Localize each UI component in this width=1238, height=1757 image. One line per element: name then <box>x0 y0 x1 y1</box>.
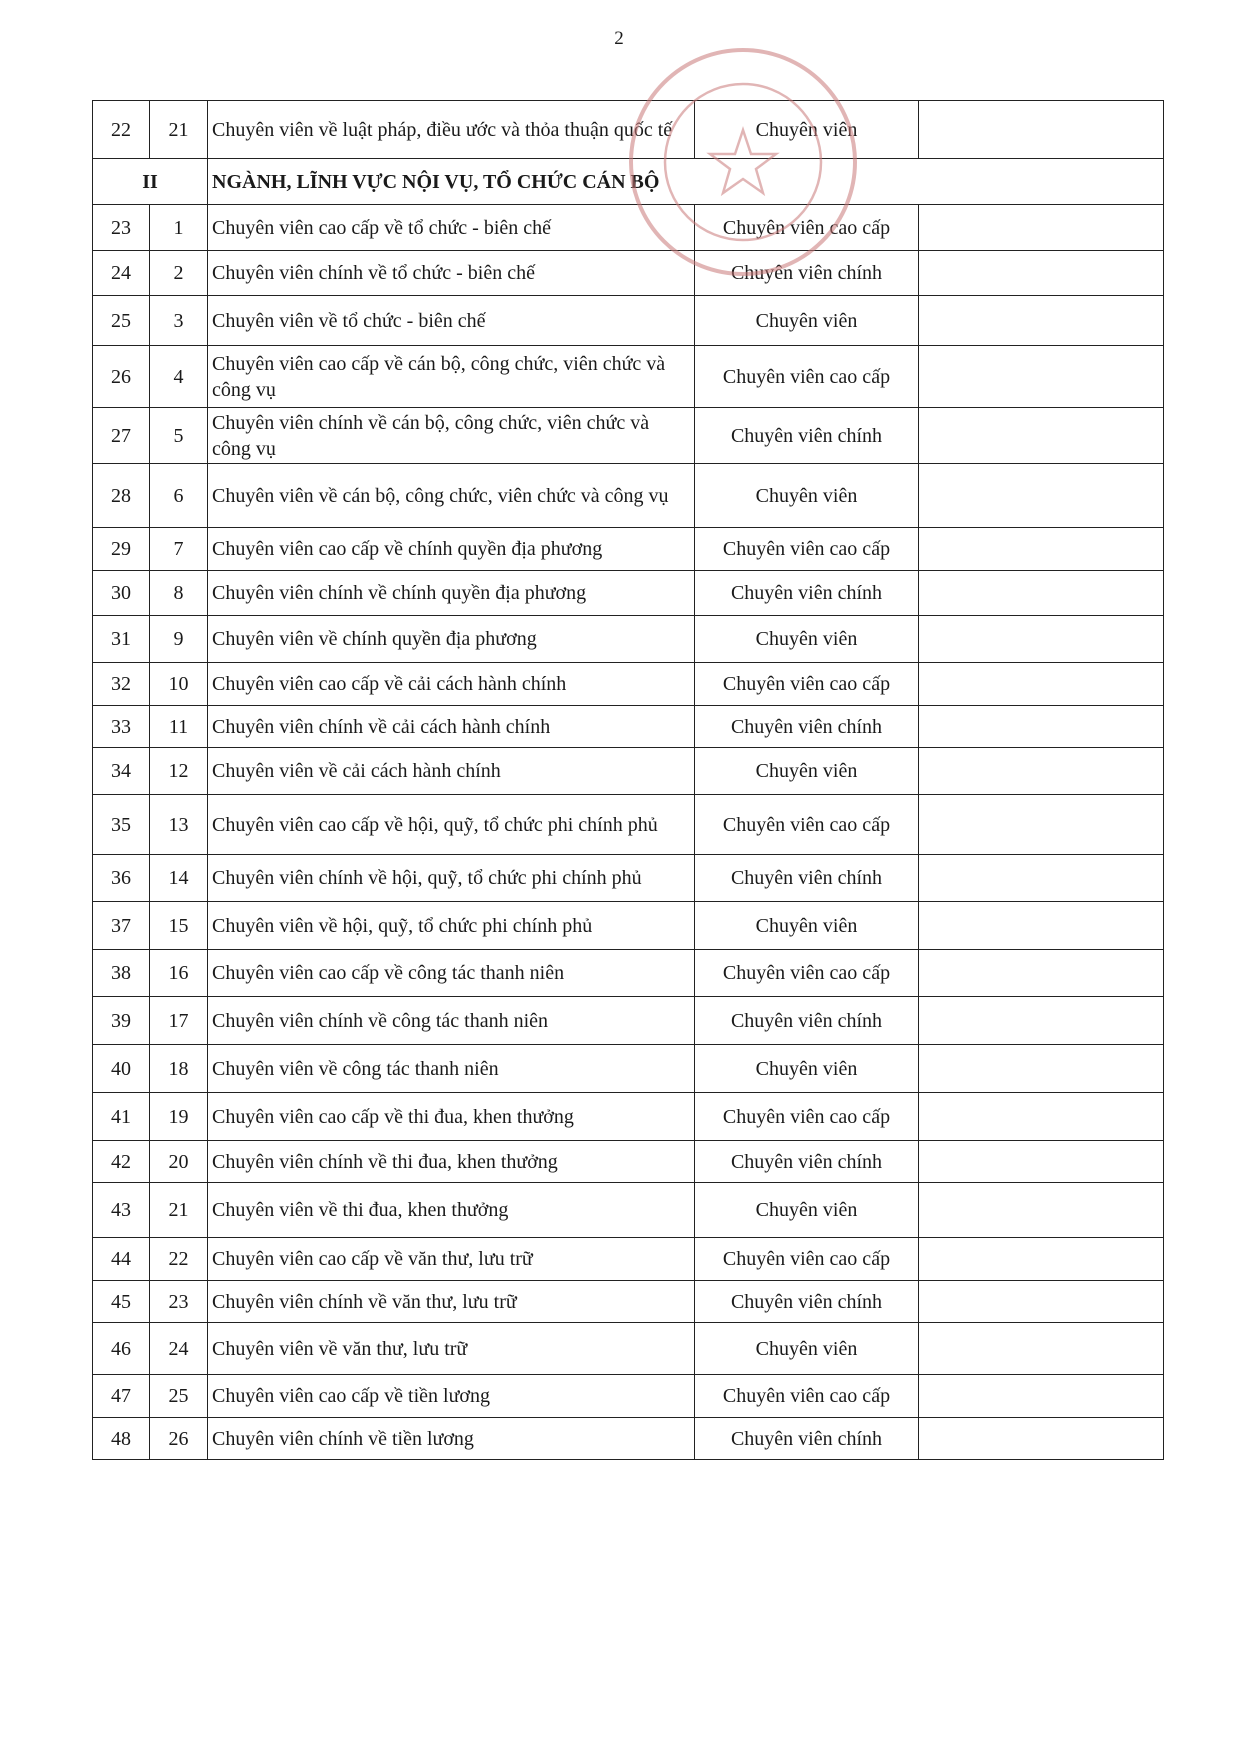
row-sub-number: 24 <box>150 1323 208 1375</box>
section-roman-numeral: II <box>93 159 208 205</box>
row-note <box>919 101 1164 159</box>
row-position-name: Chuyên viên chính về thi đua, khen thưởng <box>208 1141 695 1183</box>
row-stt: 47 <box>93 1375 150 1418</box>
row-sub-number: 11 <box>150 706 208 748</box>
row-note <box>919 528 1164 571</box>
table-row <box>93 663 1164 706</box>
section-heading-row <box>93 159 1164 205</box>
table-row <box>93 296 1164 346</box>
row-stt: 33 <box>93 706 150 748</box>
table-row <box>93 251 1164 296</box>
row-grade: Chuyên viên cao cấp <box>695 346 919 408</box>
row-sub-number: 16 <box>150 950 208 997</box>
row-grade: Chuyên viên chính <box>695 1418 919 1460</box>
row-stt: 37 <box>93 902 150 950</box>
row-position-name: Chuyên viên cao cấp về văn thư, lưu trữ <box>208 1238 695 1281</box>
row-stt: 46 <box>93 1323 150 1375</box>
row-sub-number: 12 <box>150 748 208 795</box>
row-stt: 38 <box>93 950 150 997</box>
row-position-name: Chuyên viên cao cấp về chính quyền địa phương <box>208 528 695 571</box>
row-grade: Chuyên viên cao cấp <box>695 205 919 251</box>
row-sub-number: 22 <box>150 1238 208 1281</box>
row-sub-number: 10 <box>150 663 208 706</box>
row-grade: Chuyên viên chính <box>695 1281 919 1323</box>
row-sub-number: 17 <box>150 997 208 1045</box>
row-position-name: Chuyên viên cao cấp về tiền lương <box>208 1375 695 1418</box>
row-sub-number: 5 <box>150 408 208 464</box>
table-row <box>93 950 1164 997</box>
row-sub-number: 25 <box>150 1375 208 1418</box>
row-stt: 35 <box>93 795 150 855</box>
row-sub-number: 4 <box>150 346 208 408</box>
table-row <box>93 408 1164 464</box>
row-stt: 42 <box>93 1141 150 1183</box>
row-stt: 43 <box>93 1183 150 1238</box>
row-note <box>919 997 1164 1045</box>
row-stt: 28 <box>93 464 150 528</box>
row-stt: 27 <box>93 408 150 464</box>
table-row <box>93 1281 1164 1323</box>
row-stt: 22 <box>93 101 150 159</box>
row-sub-number: 21 <box>150 1183 208 1238</box>
row-position-name: Chuyên viên về văn thư, lưu trữ <box>208 1323 695 1375</box>
row-position-name: Chuyên viên cao cấp về hội, quỹ, tổ chức phi chính phủ <box>208 795 695 855</box>
table-row <box>93 1418 1164 1460</box>
table-row <box>93 1323 1164 1375</box>
row-sub-number: 13 <box>150 795 208 855</box>
row-position-name: Chuyên viên về hội, quỹ, tổ chức phi chính phủ <box>208 902 695 950</box>
row-position-name: Chuyên viên về công tác thanh niên <box>208 1045 695 1093</box>
row-grade: Chuyên viên chính <box>695 706 919 748</box>
row-note <box>919 1281 1164 1323</box>
row-note <box>919 616 1164 663</box>
row-note <box>919 663 1164 706</box>
row-grade: Chuyên viên <box>695 296 919 346</box>
table-row <box>93 706 1164 748</box>
table-row <box>93 528 1164 571</box>
position-table <box>92 100 1164 1460</box>
row-position-name: Chuyên viên cao cấp về tổ chức - biên chế <box>208 205 695 251</box>
table-row <box>93 902 1164 950</box>
page-number: 2 <box>614 28 624 49</box>
row-grade: Chuyên viên <box>695 902 919 950</box>
row-note <box>919 205 1164 251</box>
row-position-name: Chuyên viên cao cấp về cải cách hành chính <box>208 663 695 706</box>
row-sub-number: 18 <box>150 1045 208 1093</box>
row-note <box>919 1183 1164 1238</box>
row-stt: 31 <box>93 616 150 663</box>
row-position-name: Chuyên viên về thi đua, khen thưởng <box>208 1183 695 1238</box>
row-stt: 24 <box>93 251 150 296</box>
row-position-name: Chuyên viên chính về cán bộ, công chức, viên chức và công vụ <box>208 408 695 464</box>
row-sub-number: 26 <box>150 1418 208 1460</box>
row-sub-number: 23 <box>150 1281 208 1323</box>
row-sub-number: 15 <box>150 902 208 950</box>
row-note <box>919 748 1164 795</box>
row-stt: 44 <box>93 1238 150 1281</box>
row-note <box>919 902 1164 950</box>
row-position-name: Chuyên viên chính về văn thư, lưu trữ <box>208 1281 695 1323</box>
row-note <box>919 571 1164 616</box>
table-row <box>93 1183 1164 1238</box>
row-position-name: Chuyên viên cao cấp về thi đua, khen thưởng <box>208 1093 695 1141</box>
row-grade: Chuyên viên <box>695 616 919 663</box>
row-sub-number: 2 <box>150 251 208 296</box>
row-note <box>919 706 1164 748</box>
row-stt: 25 <box>93 296 150 346</box>
row-grade: Chuyên viên cao cấp <box>695 528 919 571</box>
row-position-name: Chuyên viên cao cấp về công tác thanh niên <box>208 950 695 997</box>
row-grade: Chuyên viên chính <box>695 571 919 616</box>
row-grade: Chuyên viên chính <box>695 997 919 1045</box>
row-stt: 39 <box>93 997 150 1045</box>
table-row <box>93 1238 1164 1281</box>
row-position-name: Chuyên viên chính về tiền lương <box>208 1418 695 1460</box>
row-sub-number: 3 <box>150 296 208 346</box>
row-stt: 23 <box>93 205 150 251</box>
row-stt: 36 <box>93 855 150 902</box>
row-note <box>919 346 1164 408</box>
row-stt: 26 <box>93 346 150 408</box>
table-row <box>93 101 1164 159</box>
row-grade: Chuyên viên chính <box>695 408 919 464</box>
row-stt: 41 <box>93 1093 150 1141</box>
row-grade: Chuyên viên cao cấp <box>695 1375 919 1418</box>
row-stt: 45 <box>93 1281 150 1323</box>
row-stt: 34 <box>93 748 150 795</box>
row-position-name: Chuyên viên chính về cải cách hành chính <box>208 706 695 748</box>
table-row <box>93 1045 1164 1093</box>
row-grade: Chuyên viên <box>695 101 919 159</box>
row-grade: Chuyên viên cao cấp <box>695 795 919 855</box>
row-position-name: Chuyên viên về chính quyền địa phương <box>208 616 695 663</box>
row-stt: 32 <box>93 663 150 706</box>
row-position-name: Chuyên viên về cán bộ, công chức, viên chức và công vụ <box>208 464 695 528</box>
row-sub-number: 6 <box>150 464 208 528</box>
section-title: NGÀNH, LĨNH VỰC NỘI VỤ, TỔ CHỨC CÁN BỘ <box>208 159 1164 205</box>
row-note <box>919 296 1164 346</box>
table-row <box>93 1141 1164 1183</box>
row-position-name: Chuyên viên chính về tổ chức - biên chế <box>208 251 695 296</box>
table-row <box>93 748 1164 795</box>
table-row <box>93 1375 1164 1418</box>
table-row <box>93 571 1164 616</box>
row-sub-number: 9 <box>150 616 208 663</box>
row-sub-number: 7 <box>150 528 208 571</box>
row-note <box>919 1418 1164 1460</box>
row-stt: 40 <box>93 1045 150 1093</box>
table-row <box>93 346 1164 408</box>
table-row <box>93 997 1164 1045</box>
row-grade: Chuyên viên <box>695 1045 919 1093</box>
row-sub-number: 8 <box>150 571 208 616</box>
row-grade: Chuyên viên <box>695 1323 919 1375</box>
row-position-name: Chuyên viên về luật pháp, điều ước và thỏa thuận quốc tế <box>208 101 695 159</box>
row-grade: Chuyên viên <box>695 464 919 528</box>
row-note <box>919 408 1164 464</box>
row-position-name: Chuyên viên về cải cách hành chính <box>208 748 695 795</box>
row-sub-number: 21 <box>150 101 208 159</box>
row-sub-number: 14 <box>150 855 208 902</box>
row-stt: 30 <box>93 571 150 616</box>
row-sub-number: 19 <box>150 1093 208 1141</box>
row-note <box>919 1323 1164 1375</box>
row-note <box>919 1141 1164 1183</box>
row-grade: Chuyên viên cao cấp <box>695 950 919 997</box>
row-grade: Chuyên viên cao cấp <box>695 1238 919 1281</box>
row-grade: Chuyên viên <box>695 1183 919 1238</box>
row-note <box>919 251 1164 296</box>
table-row <box>93 205 1164 251</box>
table-row <box>93 464 1164 528</box>
row-grade: Chuyên viên chính <box>695 251 919 296</box>
row-note <box>919 1045 1164 1093</box>
row-grade: Chuyên viên <box>695 748 919 795</box>
row-sub-number: 1 <box>150 205 208 251</box>
row-note <box>919 855 1164 902</box>
table-row <box>93 855 1164 902</box>
row-note <box>919 464 1164 528</box>
position-table-body <box>93 101 1164 1460</box>
row-sub-number: 20 <box>150 1141 208 1183</box>
row-position-name: Chuyên viên chính về chính quyền địa phương <box>208 571 695 616</box>
row-stt: 48 <box>93 1418 150 1460</box>
table-row <box>93 1093 1164 1141</box>
row-grade: Chuyên viên cao cấp <box>695 663 919 706</box>
row-note <box>919 1093 1164 1141</box>
row-grade: Chuyên viên cao cấp <box>695 1093 919 1141</box>
row-note <box>919 1238 1164 1281</box>
row-position-name: Chuyên viên cao cấp về cán bộ, công chức, viên chức và công vụ <box>208 346 695 408</box>
table-row <box>93 795 1164 855</box>
table-row <box>93 616 1164 663</box>
row-position-name: Chuyên viên về tổ chức - biên chế <box>208 296 695 346</box>
row-grade: Chuyên viên chính <box>695 1141 919 1183</box>
row-stt: 29 <box>93 528 150 571</box>
row-note <box>919 1375 1164 1418</box>
row-position-name: Chuyên viên chính về hội, quỹ, tổ chức phi chính phủ <box>208 855 695 902</box>
row-grade: Chuyên viên chính <box>695 855 919 902</box>
row-position-name: Chuyên viên chính về công tác thanh niên <box>208 997 695 1045</box>
row-note <box>919 795 1164 855</box>
row-note <box>919 950 1164 997</box>
